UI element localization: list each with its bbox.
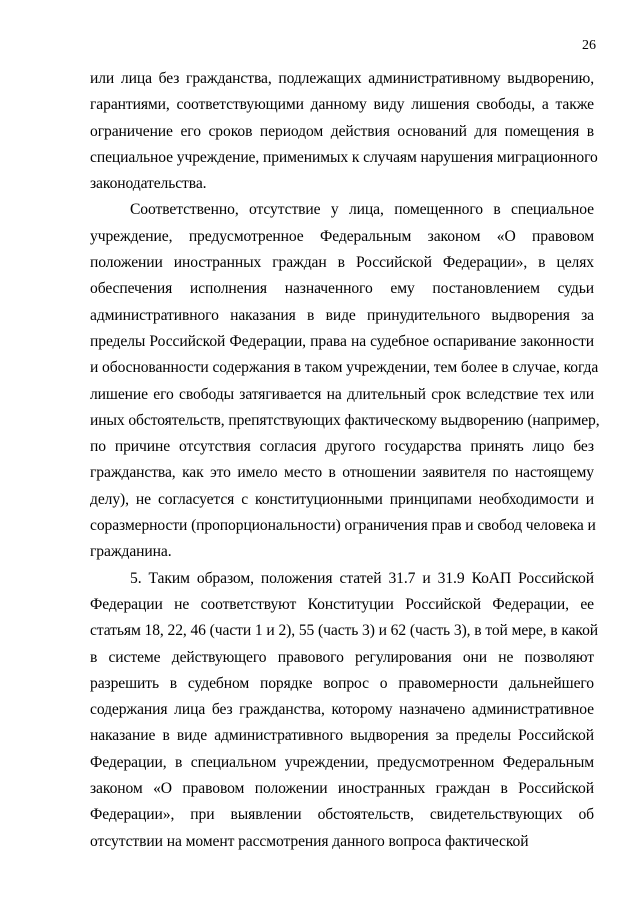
text-line: и обоснованности содержания в таком учреждении, тем более в случае, когда: [90, 359, 599, 377]
text-line: Федерации», при выявлении обстоятельств, свидетельствующих об: [90, 806, 594, 824]
paragraph: [90, 66, 598, 197]
paragraph: [90, 566, 599, 855]
text-line: законодательства.: [90, 175, 207, 193]
text-line: положении иностранных граждан в Российской Федерации», в целях: [90, 254, 594, 272]
text-line: наказание в виде административного выдворения за пределы Российской: [90, 727, 594, 745]
text-line: делу), не согласуется с конституционными принципами необходимости и: [90, 490, 594, 508]
text-line: гражданина.: [90, 543, 172, 561]
text-line: законом «О правовом положении иностранных граждан в Российской: [90, 780, 594, 798]
text-line: 5. Таким образом, положения статей 31.7 и 31.9 КоАП Российской: [130, 569, 594, 587]
text-line: разрешить в судебном порядке вопрос о правомерности дальнейшего: [90, 674, 594, 692]
document-body: [90, 66, 600, 855]
paragraph: [90, 197, 600, 565]
text-line: административного наказания в виде принудительного выдворения за: [90, 306, 594, 324]
text-line: по причине отсутствия согласия другого государства принять лицо без: [90, 438, 594, 456]
text-line: статьям 18, 22, 46 (части 1 и 2), 55 (часть 3) и 62 (часть 3), в той мере, в какой: [90, 622, 599, 640]
text-line: или лица без гражданства, подлежащих административному выдворению,: [90, 70, 594, 87]
text-line: отсутствии на момент рассмотрения данного вопроса фактической: [90, 832, 529, 850]
text-line: обеспечения исполнения назначенного ему постановлением судьи: [90, 280, 594, 298]
text-line: лишение его свободы затягивается на длительный срок вследствие тех или: [90, 385, 594, 403]
text-line: специальное учреждение, применимых к случаям нарушения миграционного: [90, 148, 598, 166]
text-line: соразмерности (пропорциональности) ограничения прав и свобод человека и: [90, 517, 596, 535]
text-line: гарантиями, соответствующими данному виду лишения свободы, а также: [90, 96, 594, 114]
text-line: содержания лица без гражданства, которому назначено административное: [90, 701, 594, 719]
text-line: иных обстоятельств, препятствующих фактическому выдворению (например,: [90, 411, 600, 429]
page-number: 26: [582, 38, 596, 53]
text-line: учреждение, предусмотренное Федеральным законом «О правовом: [90, 227, 594, 245]
text-line: Соответственно, отсутствие у лица, помещенного в специальное: [130, 201, 594, 219]
text-line: Федерации, в специальном учреждении, предусмотренном Федеральным: [90, 753, 594, 771]
text-line: ограничение его сроков периодом действия оснований для помещения в: [90, 122, 594, 140]
text-line: Федерации не соответствуют Конституции Российской Федерации, ее: [90, 595, 594, 613]
text-line: гражданства, как это имело место в отношении заявителя по настоящему: [90, 464, 594, 482]
text-line: пределы Российской Федерации, права на судебное оспаривание законности: [90, 332, 594, 350]
text-line: в системе действующего правового регулирования они не позволяют: [90, 648, 594, 666]
